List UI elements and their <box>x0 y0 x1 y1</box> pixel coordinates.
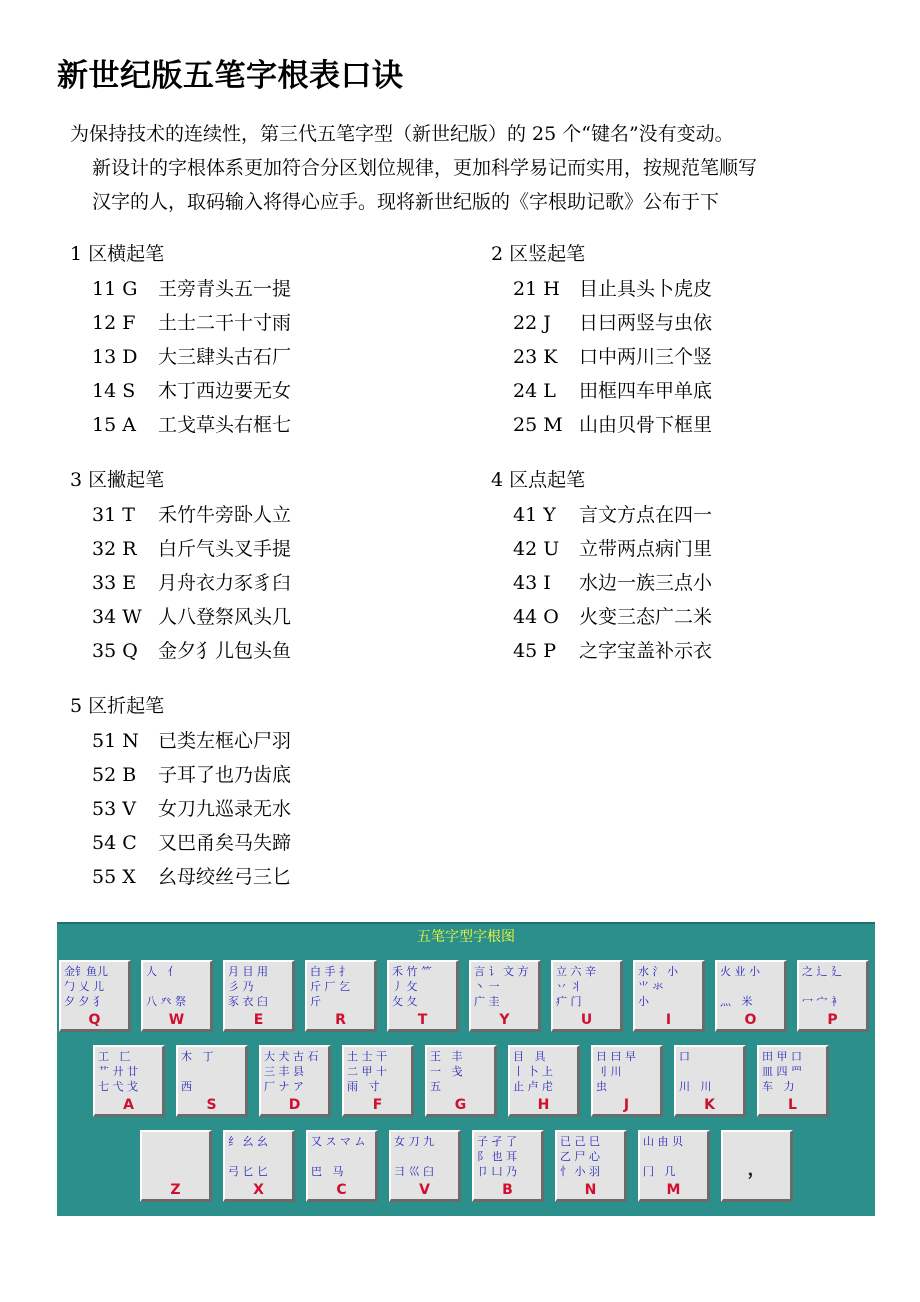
mnemonic-text: 日曰两竖与虫依 <box>579 312 713 334</box>
key-o <box>715 960 787 1032</box>
key-p <box>797 960 869 1032</box>
key-code: 31 T <box>92 504 135 526</box>
key-g <box>425 1045 497 1117</box>
key-roots: 又 ス マ ム 巴 马 <box>311 1135 366 1178</box>
mnemonic-text: 大三肆头古石厂 <box>158 346 292 368</box>
key-roots: 田 甲 口 皿 四 罒 车 力 <box>762 1050 802 1093</box>
key-letter: L <box>788 1097 797 1113</box>
key-letter: Q <box>88 1012 101 1028</box>
key-letter: W <box>168 1012 185 1028</box>
key-code: 51 N <box>92 730 139 752</box>
intro-paragraph <box>70 117 890 219</box>
key-letter: C <box>336 1182 347 1198</box>
key-letter: S <box>206 1097 217 1113</box>
zone-title: 3 区撇起笔 <box>70 469 165 491</box>
mnemonic-row <box>491 374 712 408</box>
mnemonic-text: 田框四车甲单底 <box>579 380 713 402</box>
key-roots: 言 讠 文 方 丶 一 广 圭 <box>474 965 529 1008</box>
mnemonic-text: 又巴甬矣马失蹄 <box>158 832 292 854</box>
zone-1-section <box>70 236 291 442</box>
mnemonic-row <box>491 532 712 566</box>
mnemonic-text: 月舟衣力豕豸臼 <box>158 572 292 594</box>
mnemonic-text: 水边一族三点小 <box>579 572 713 594</box>
key-letter: K <box>704 1097 715 1113</box>
zone-title: 5 区折起笔 <box>70 695 165 717</box>
mnemonic-row <box>491 306 712 340</box>
mnemonic-row <box>70 340 291 374</box>
key-code: 25 M <box>513 414 563 436</box>
mnemonic-row <box>70 860 291 894</box>
mnemonic-row <box>70 600 291 634</box>
mnemonic-row <box>70 792 291 826</box>
key-code: 42 U <box>513 538 560 560</box>
key-code: 13 D <box>92 346 138 368</box>
key-code: 12 F <box>92 312 136 334</box>
key-roots: 山 由 贝 冂 几 <box>643 1135 683 1178</box>
mnemonic-row <box>70 826 291 860</box>
key-roots: 大 犬 古 石 三 丰 县 厂 ナ ア <box>264 1050 319 1093</box>
key-roots: 之 辶 廴 冖 宀 衤 <box>802 965 842 1008</box>
key-roots: 口 川 川 <box>679 1050 712 1093</box>
key-roots: 已 己 巳 乙 尸 心 忄 小 羽 <box>560 1135 600 1178</box>
mnemonic-text: 木丁西边要无女 <box>158 380 292 402</box>
mnemonic-row <box>491 566 712 600</box>
key-y <box>469 960 541 1032</box>
key-letter: R <box>335 1012 346 1028</box>
mnemonic-row <box>70 724 291 758</box>
key-x <box>223 1130 295 1202</box>
mnemonic-row <box>70 566 291 600</box>
mnemonic-text: 工戈草头右框七 <box>158 414 292 436</box>
mnemonic-row <box>491 272 712 306</box>
zone-4-section <box>491 462 712 668</box>
mnemonic-row <box>491 498 712 532</box>
key-code: 14 S <box>92 380 136 402</box>
key-code: 24 L <box>513 380 556 402</box>
mnemonic-row <box>70 374 291 408</box>
key-letter: Z <box>170 1182 181 1198</box>
mnemonic-row <box>70 634 291 668</box>
key-roots: 立 六 辛 丷 丬 疒 门 <box>556 965 596 1008</box>
mnemonic-text: 言文方点在四一 <box>579 504 713 526</box>
key-code: 55 X <box>92 866 136 888</box>
key-code: 45 P <box>513 640 557 662</box>
mnemonic-row <box>70 408 291 442</box>
mnemonic-text: 白斤气头叉手提 <box>158 538 292 560</box>
mnemonic-text: 土士二干十寸雨 <box>158 312 292 334</box>
mnemonic-text: 王旁青头五一提 <box>158 278 292 300</box>
key-w <box>141 960 213 1032</box>
key-roots: 白 手 扌 斤 厂 乞 斤 <box>310 965 350 1008</box>
key-roots: 日 曰 早 刂 川 虫 <box>596 1050 636 1093</box>
key-roots: 月 目 用 彡 乃 豕 衣 臼 <box>228 965 268 1008</box>
key-comma <box>721 1130 793 1202</box>
key-letter: X <box>253 1182 264 1198</box>
key-roots: 人 亻 八 癶 祭 <box>146 965 186 1008</box>
mnemonic-row <box>70 532 291 566</box>
mnemonic-text: 立带两点病门里 <box>579 538 713 560</box>
intro-line: 新设计的字根体系更加符合分区划位规律，更加科学易记而实用，按规范笔顺写 <box>92 157 758 179</box>
key-code: 41 Y <box>513 504 556 526</box>
key-code: 54 C <box>92 832 137 854</box>
mnemonic-row <box>491 340 712 374</box>
key-roots: 木 丁 西 <box>181 1050 214 1093</box>
key-roots: 水 氵 小 ⺌ 氺 小 <box>638 965 678 1008</box>
key-letter: V <box>419 1182 430 1198</box>
key-v <box>389 1130 461 1202</box>
key-letter: F <box>372 1097 383 1113</box>
zone-title: 4 区点起笔 <box>491 469 586 491</box>
mnemonic-text: 口中两川三个竖 <box>579 346 713 368</box>
key-letter: B <box>502 1182 513 1198</box>
mnemonic-text: 金夕犭儿包头鱼 <box>158 640 292 662</box>
key-a <box>93 1045 165 1117</box>
mnemonic-row <box>70 306 291 340</box>
key-k <box>674 1045 746 1117</box>
keyboard-title: 五笔字型字根图 <box>417 929 515 945</box>
key-code: 52 B <box>92 764 137 786</box>
zone-3-section <box>70 462 291 668</box>
mnemonic-text: 之字宝盖补示衣 <box>579 640 713 662</box>
key-e <box>223 960 295 1032</box>
key-l <box>757 1045 829 1117</box>
key-code: 11 G <box>92 278 138 300</box>
key-n <box>555 1130 627 1202</box>
key-letter: M <box>666 1182 681 1198</box>
key-roots: 土 士 干 二 甲 十 雨 寸 <box>347 1050 387 1093</box>
mnemonic-text: 山由贝骨下框里 <box>579 414 713 436</box>
key-roots: 子 孑 了 阝 也 耳 卩 凵 乃 <box>477 1135 517 1178</box>
key-f <box>342 1045 414 1117</box>
intro-line: 汉字的人，取码输入将得心应手。现将新世纪版的《字根助记歌》公布于下 <box>92 191 720 213</box>
mnemonic-row <box>491 408 712 442</box>
key-code: 15 A <box>92 414 136 436</box>
intro-line: 为保持技术的连续性，第三代五笔字型（新世纪版）的 25 个“键名”没有变动。 <box>70 123 734 145</box>
key-letter: P <box>827 1012 838 1028</box>
zone-title: 2 区竖起笔 <box>491 243 586 265</box>
mnemonic-text: 子耳了也乃齿底 <box>158 764 292 786</box>
key-roots: 工 匚 艹 廾 廿 七 弋 戈 <box>98 1050 138 1093</box>
mnemonic-text: 目止具头卜虎皮 <box>579 278 713 300</box>
key-code: 53 V <box>92 798 136 820</box>
mnemonic-text: 禾竹牛旁卧人立 <box>158 504 292 526</box>
page-title: 新世纪版五笔字根表口诀 <box>57 58 404 94</box>
key-code: 44 O <box>513 606 559 628</box>
key-q <box>59 960 131 1032</box>
key-r <box>305 960 377 1032</box>
key-t <box>387 960 459 1032</box>
key-letter: ， <box>747 1159 766 1180</box>
keyboard-root-diagram <box>57 922 875 1216</box>
key-z <box>140 1130 212 1202</box>
mnemonic-text: 人八登祭风头几 <box>158 606 292 628</box>
key-roots: 金钅鱼儿 勹 乂 儿 夕 夕 犭 <box>64 965 108 1008</box>
mnemonic-text: 已类左框心尸羽 <box>158 730 292 752</box>
key-j <box>591 1045 663 1117</box>
key-roots: 王 丰 一 戋 五 <box>430 1050 463 1093</box>
key-roots: 目 具 丨 卜 上 止 卢 虍 <box>513 1050 553 1093</box>
key-code: 23 K <box>513 346 558 368</box>
key-roots: 禾 竹 ⺮ 丿 攵 攵 夂 <box>392 965 432 1008</box>
key-code: 21 H <box>513 278 560 300</box>
mnemonic-row <box>70 272 291 306</box>
mnemonic-row <box>70 758 291 792</box>
zone-title: 1 区横起笔 <box>70 243 165 265</box>
key-letter: Y <box>499 1012 510 1028</box>
key-c <box>306 1130 378 1202</box>
key-i <box>633 960 705 1032</box>
key-m <box>638 1130 710 1202</box>
key-letter: J <box>623 1097 630 1113</box>
zone-2-section <box>491 236 712 442</box>
key-letter: G <box>454 1097 467 1113</box>
mnemonic-row <box>491 600 712 634</box>
key-roots: 火 业 小 灬 米 <box>720 965 760 1008</box>
key-h <box>508 1045 580 1117</box>
key-letter: O <box>744 1012 757 1028</box>
key-code: 43 I <box>513 572 551 594</box>
key-b <box>472 1130 544 1202</box>
mnemonic-row <box>70 498 291 532</box>
zone-5-section <box>70 688 291 894</box>
key-letter: H <box>537 1097 550 1113</box>
key-code: 22 J <box>513 312 551 334</box>
mnemonic-row <box>491 634 712 668</box>
mnemonic-text: 幺母绞丝弓三匕 <box>158 866 292 888</box>
key-code: 32 R <box>92 538 137 560</box>
key-letter: I <box>665 1012 672 1028</box>
key-s <box>176 1045 248 1117</box>
key-u <box>551 960 623 1032</box>
key-code: 35 Q <box>92 640 138 662</box>
key-roots: 纟 幺 幺 弓 匕 匕 <box>228 1135 268 1178</box>
key-letter: D <box>288 1097 301 1113</box>
key-letter: U <box>580 1012 593 1028</box>
key-letter: A <box>123 1097 134 1113</box>
mnemonic-text: 女刀九巡录无水 <box>158 798 292 820</box>
key-letter: E <box>253 1012 264 1028</box>
key-letter: N <box>584 1182 597 1198</box>
key-code: 33 E <box>92 572 137 594</box>
key-d <box>259 1045 331 1117</box>
mnemonic-text: 火变三态广二米 <box>579 606 713 628</box>
key-code: 34 W <box>92 606 142 628</box>
key-letter: T <box>417 1012 428 1028</box>
key-roots: 女 刀 九 彐 巛 臼 <box>394 1135 434 1178</box>
